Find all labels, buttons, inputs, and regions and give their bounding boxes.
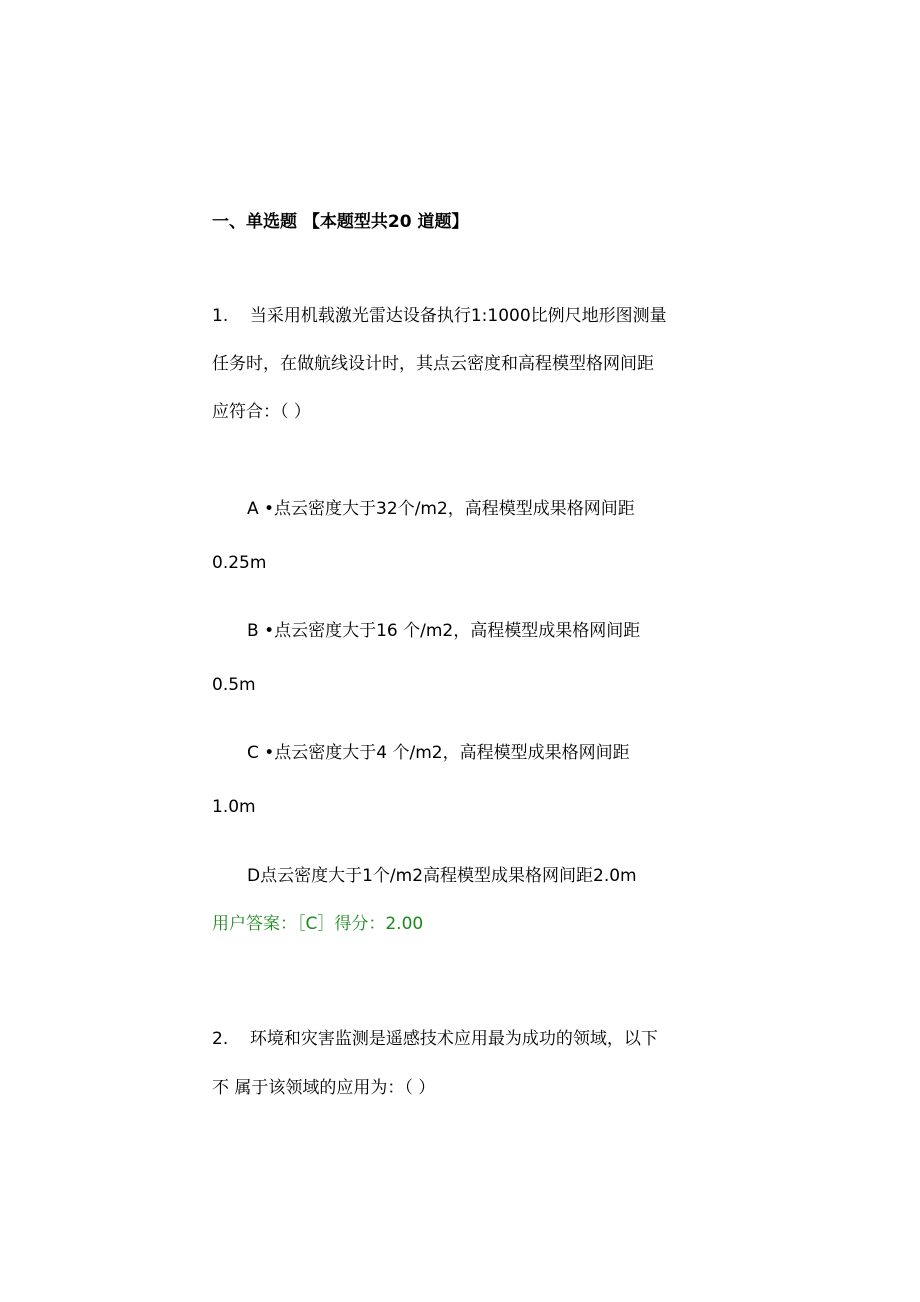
option-c-line-2: 1.0m xyxy=(212,797,256,817)
option-a-line-1: A •点云密度大于32个/m2，高程模型成果格网间距 xyxy=(247,499,635,519)
question-1-line-3: 应符合：（ ） xyxy=(212,402,311,422)
option-d-line-1: D点云密度大于1个/m2高程模型成果格网间距2.0m xyxy=(247,866,637,886)
option-b-line-2: 0.5m xyxy=(212,675,256,695)
question-2-line-1: 2. 环境和灾害监测是遥感技术应用最为成功的领域，以下 xyxy=(212,1029,658,1049)
option-c-line-1: C •点云密度大于4 个/m2，高程模型成果格网间距 xyxy=(247,743,630,763)
question-1-line-1: 1. 当采用机载激光雷达设备执行1:1000比例尺地形图测量 xyxy=(212,306,667,326)
option-a-line-2: 0.25m xyxy=(212,553,267,573)
user-answer: 用户答案：［C］得分：2.00 xyxy=(212,914,424,934)
option-b-line-1: B •点云密度大于16 个/m2，高程模型成果格网间距 xyxy=(247,621,641,641)
question-1-line-2: 任务时，在做航线设计时，其点云密度和高程模型格网间距 xyxy=(212,354,654,374)
section-title: 一、单选题 【本题型共20 道题】 xyxy=(212,212,469,232)
question-2-line-2: 不 属于该领域的应用为：（ ） xyxy=(212,1078,436,1098)
